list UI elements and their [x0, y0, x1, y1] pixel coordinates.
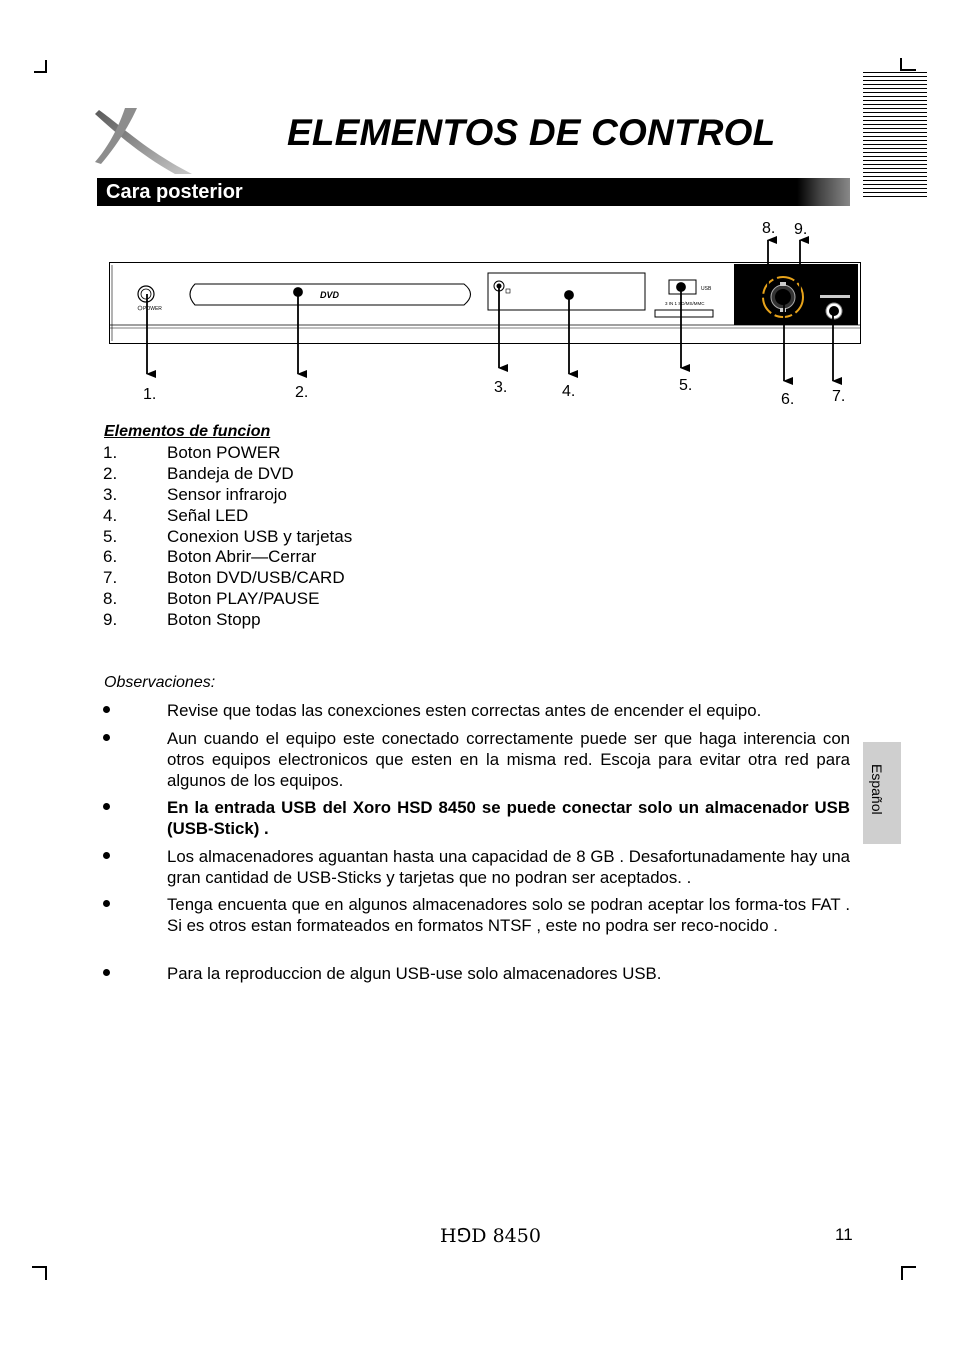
bullet-icon: [103, 706, 110, 713]
callout-4: 4.: [562, 383, 576, 400]
callout-5: 5.: [679, 377, 693, 394]
note-item: Revise que todas las conexciones esten correctas antes de encender el equipo.: [167, 701, 762, 720]
functions-heading: Elementos de funcion: [104, 423, 271, 440]
list-item-number: 4.: [103, 506, 118, 525]
bullet-icon: [103, 852, 110, 859]
bullet-icon: [103, 969, 110, 976]
list-item-number: 2.: [103, 464, 118, 483]
crop-mark-bottom-right: [901, 1266, 916, 1280]
language-tab-label: Español: [869, 764, 885, 815]
crop-mark-bottom-left: [32, 1266, 47, 1280]
bullet-icon: [103, 900, 110, 907]
list-item-number: 8.: [103, 589, 118, 608]
list-item-number: 5.: [103, 527, 118, 546]
note-item: Para la reproduccion de algun USB-use solo almacenadores USB.: [167, 964, 662, 983]
observations-heading: Observaciones:: [104, 674, 216, 691]
page-number: 11: [835, 1225, 853, 1244]
dvd-logo: DVD: [320, 290, 340, 300]
section-title: Cara posterior: [106, 181, 243, 203]
list-item-label: Boton Abrir—Cerrar: [167, 547, 317, 566]
page-title: ELEMENTOS DE CONTROL: [287, 112, 776, 153]
list-item-number: 9.: [103, 610, 118, 629]
callout-arrows: [0, 0, 954, 420]
callout-9: 9.: [794, 221, 808, 238]
callout-1: 1.: [143, 386, 157, 403]
list-item-number: 7.: [103, 568, 118, 587]
callout-6: 6.: [781, 391, 795, 408]
list-item-label: Sensor infrarojo: [167, 485, 288, 504]
note-item-bold: En la entrada USB del Xoro HSD 8450 se puede conectar solo un almacenador USB (USB-Stick) .: [167, 798, 850, 838]
note-item: Los almacenadores aguantan hasta una capacidad de 8 GB . Desafortunadamente hay una gran cantidad de USB-Sticks y tarjetas que no podran ser aceptados. .: [167, 847, 850, 887]
list-item-label: Boton PLAY/PAUSE: [167, 589, 320, 608]
card-label: 3 IN 1 SD/MS/MMC: [665, 301, 705, 306]
usb-label: USB: [701, 286, 712, 292]
list-item-label: Conexion USB y tarjetas: [167, 527, 353, 546]
note-item: Aun cuando el equipo este conectado correctamente puede ser que haga interencia con otros equipos electronicos que esten en la misma red. Escoja para evitar otra red para algunos de los equipos.: [167, 729, 850, 790]
callout-7: 7.: [832, 388, 846, 405]
list-item-label: Boton POWER: [167, 443, 281, 462]
list-item-number: 3.: [103, 485, 118, 504]
note-item: Tenga encuenta que en algunos almacenadores solo se podran aceptar los forma-tos FAT . Si es otros estan formateados en formatos NTSF , este no podra ser reco-nocido .: [167, 895, 850, 935]
list-item-number: 1.: [103, 443, 118, 462]
list-item-label: Boton DVD/USB/CARD: [167, 568, 345, 587]
list-item-label: Señal LED: [167, 506, 249, 525]
callout-3: 3.: [494, 379, 508, 396]
callout-8: 8.: [762, 220, 776, 237]
list-item-label: Boton Stopp: [167, 610, 261, 629]
bullet-icon: [103, 734, 110, 741]
bullet-icon: [103, 803, 110, 810]
power-label: POWER: [143, 306, 162, 312]
callout-2: 2.: [295, 384, 309, 401]
list-item-label: Bandeja de DVD: [167, 464, 294, 483]
list-item-number: 6.: [103, 547, 118, 566]
footer-model-name: H⅁D 8450: [440, 1225, 541, 1247]
